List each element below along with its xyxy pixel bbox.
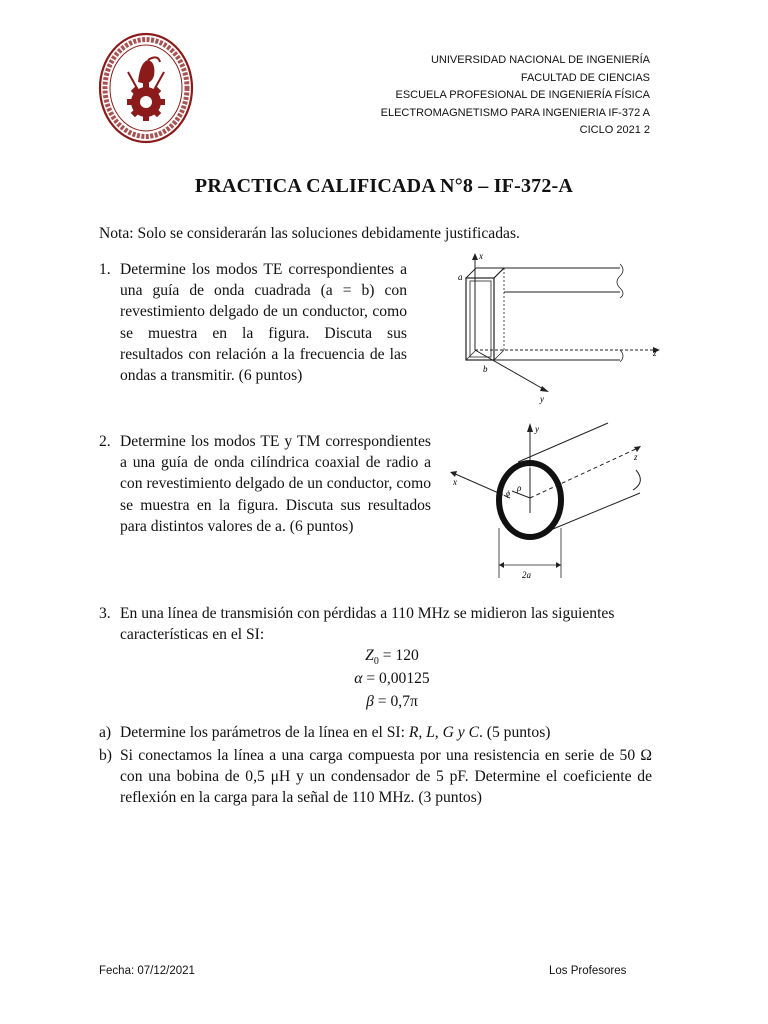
equation-z0-lhs: Z <box>365 647 374 664</box>
university-logo <box>98 32 194 144</box>
question-3-line-2: características en el SI: <box>120 626 265 643</box>
fig2-y-label: y <box>535 424 539 434</box>
question-3a-label: a) <box>99 724 112 741</box>
institution-header <box>381 52 650 140</box>
equation-alpha-lhs: α <box>354 670 363 687</box>
fig1-b-label: b <box>483 364 488 374</box>
question-3a-points: . (5 puntos) <box>478 724 551 741</box>
footer-date: Fecha: 07/12/2021 <box>99 965 195 977</box>
question-3a-math: R, L, G y C <box>408 724 479 741</box>
question-2-text: Determine los modos TE y TM correspondientes a una guía de onda cilíndrica coaxial de radio a con revestimiento delgado de un conductor, como se muestra en la figura. Discuta sus resultados para distintos valores de a. (6 puntos) <box>120 433 431 535</box>
fig2-rho-label: ρ <box>517 483 522 493</box>
equation-alpha-rhs: = 0,00125 <box>362 670 430 687</box>
figure-rectangular-waveguide <box>450 250 670 405</box>
equation-z0 <box>8 647 768 667</box>
question-3a-body: Determine los parámetros de la línea en el SI: <box>120 724 409 741</box>
header-course: ELECTROMAGNETISMO PARA INGENIERIA IF-372 A <box>380 106 650 119</box>
fig2-diameter-label: 2a <box>522 570 531 580</box>
question-3a-text <box>120 722 550 743</box>
fig1-x-label: x <box>479 251 483 261</box>
header-faculty: FACULTAD DE CIENCIAS <box>520 71 650 84</box>
fig2-phi-label: ϕ <box>506 489 511 498</box>
question-2-number: 2. <box>99 433 111 450</box>
equation-beta-rhs: = 0,7π <box>373 693 418 710</box>
equation-beta <box>8 693 768 711</box>
fig1-z-label: z <box>653 348 657 358</box>
question-1-text: Determine los modos TE correspondientes a una guía de onda cuadrada (a = b) con revestimiento delgado de un conductor, como se muestra en la figura. Discuta sus resultados con relación a la frecuencia de las ondas a transmitir. (6 puntos) <box>120 261 407 385</box>
header-university: UNIVERSIDAD NACIONAL DE INGENIERÍA <box>430 54 650 66</box>
question-3-line-1: En una línea de transmisión con pérdidas a 110 MHz se midieron las siguientes <box>120 605 615 622</box>
equation-beta-lhs: β <box>366 693 374 710</box>
figure-cylindrical-waveguide <box>448 418 670 583</box>
fig1-y-label: y <box>540 394 544 404</box>
fig2-z-label: z <box>634 452 638 462</box>
question-3b-text: Si conectamos la línea a una carga compuesta por una resistencia en serie de 50 Ω con una bobina de 0,5 μH y un condensador de 5 pF. Determine el coeficiente de reflexión en la carga para la señal de 110 MHz. (3 puntos) <box>120 747 652 807</box>
exam-title: PRACTICA CALIFICADA N°8 – IF-372-A <box>194 175 574 197</box>
footer-signature: Los Profesores <box>549 965 627 977</box>
equation-alpha <box>8 670 768 688</box>
fig1-a-label: a <box>458 272 463 282</box>
question-1-number: 1. <box>99 261 111 278</box>
header-school: ESCUELA PROFESIONAL DE INGENIERÍA FÍSICA <box>395 89 650 101</box>
note-text: Nota: Solo se considerarán las soluciones debidamente justificadas. <box>99 225 520 242</box>
fig2-x-label: x <box>453 477 457 487</box>
question-3b-label: b) <box>99 747 112 764</box>
equation-z0-rhs: = 120 <box>378 647 419 664</box>
header-cycle: CICLO 2021 2 <box>579 124 650 136</box>
equation-z0-sub: 0 <box>373 656 379 668</box>
question-3-number: 3. <box>99 605 111 622</box>
